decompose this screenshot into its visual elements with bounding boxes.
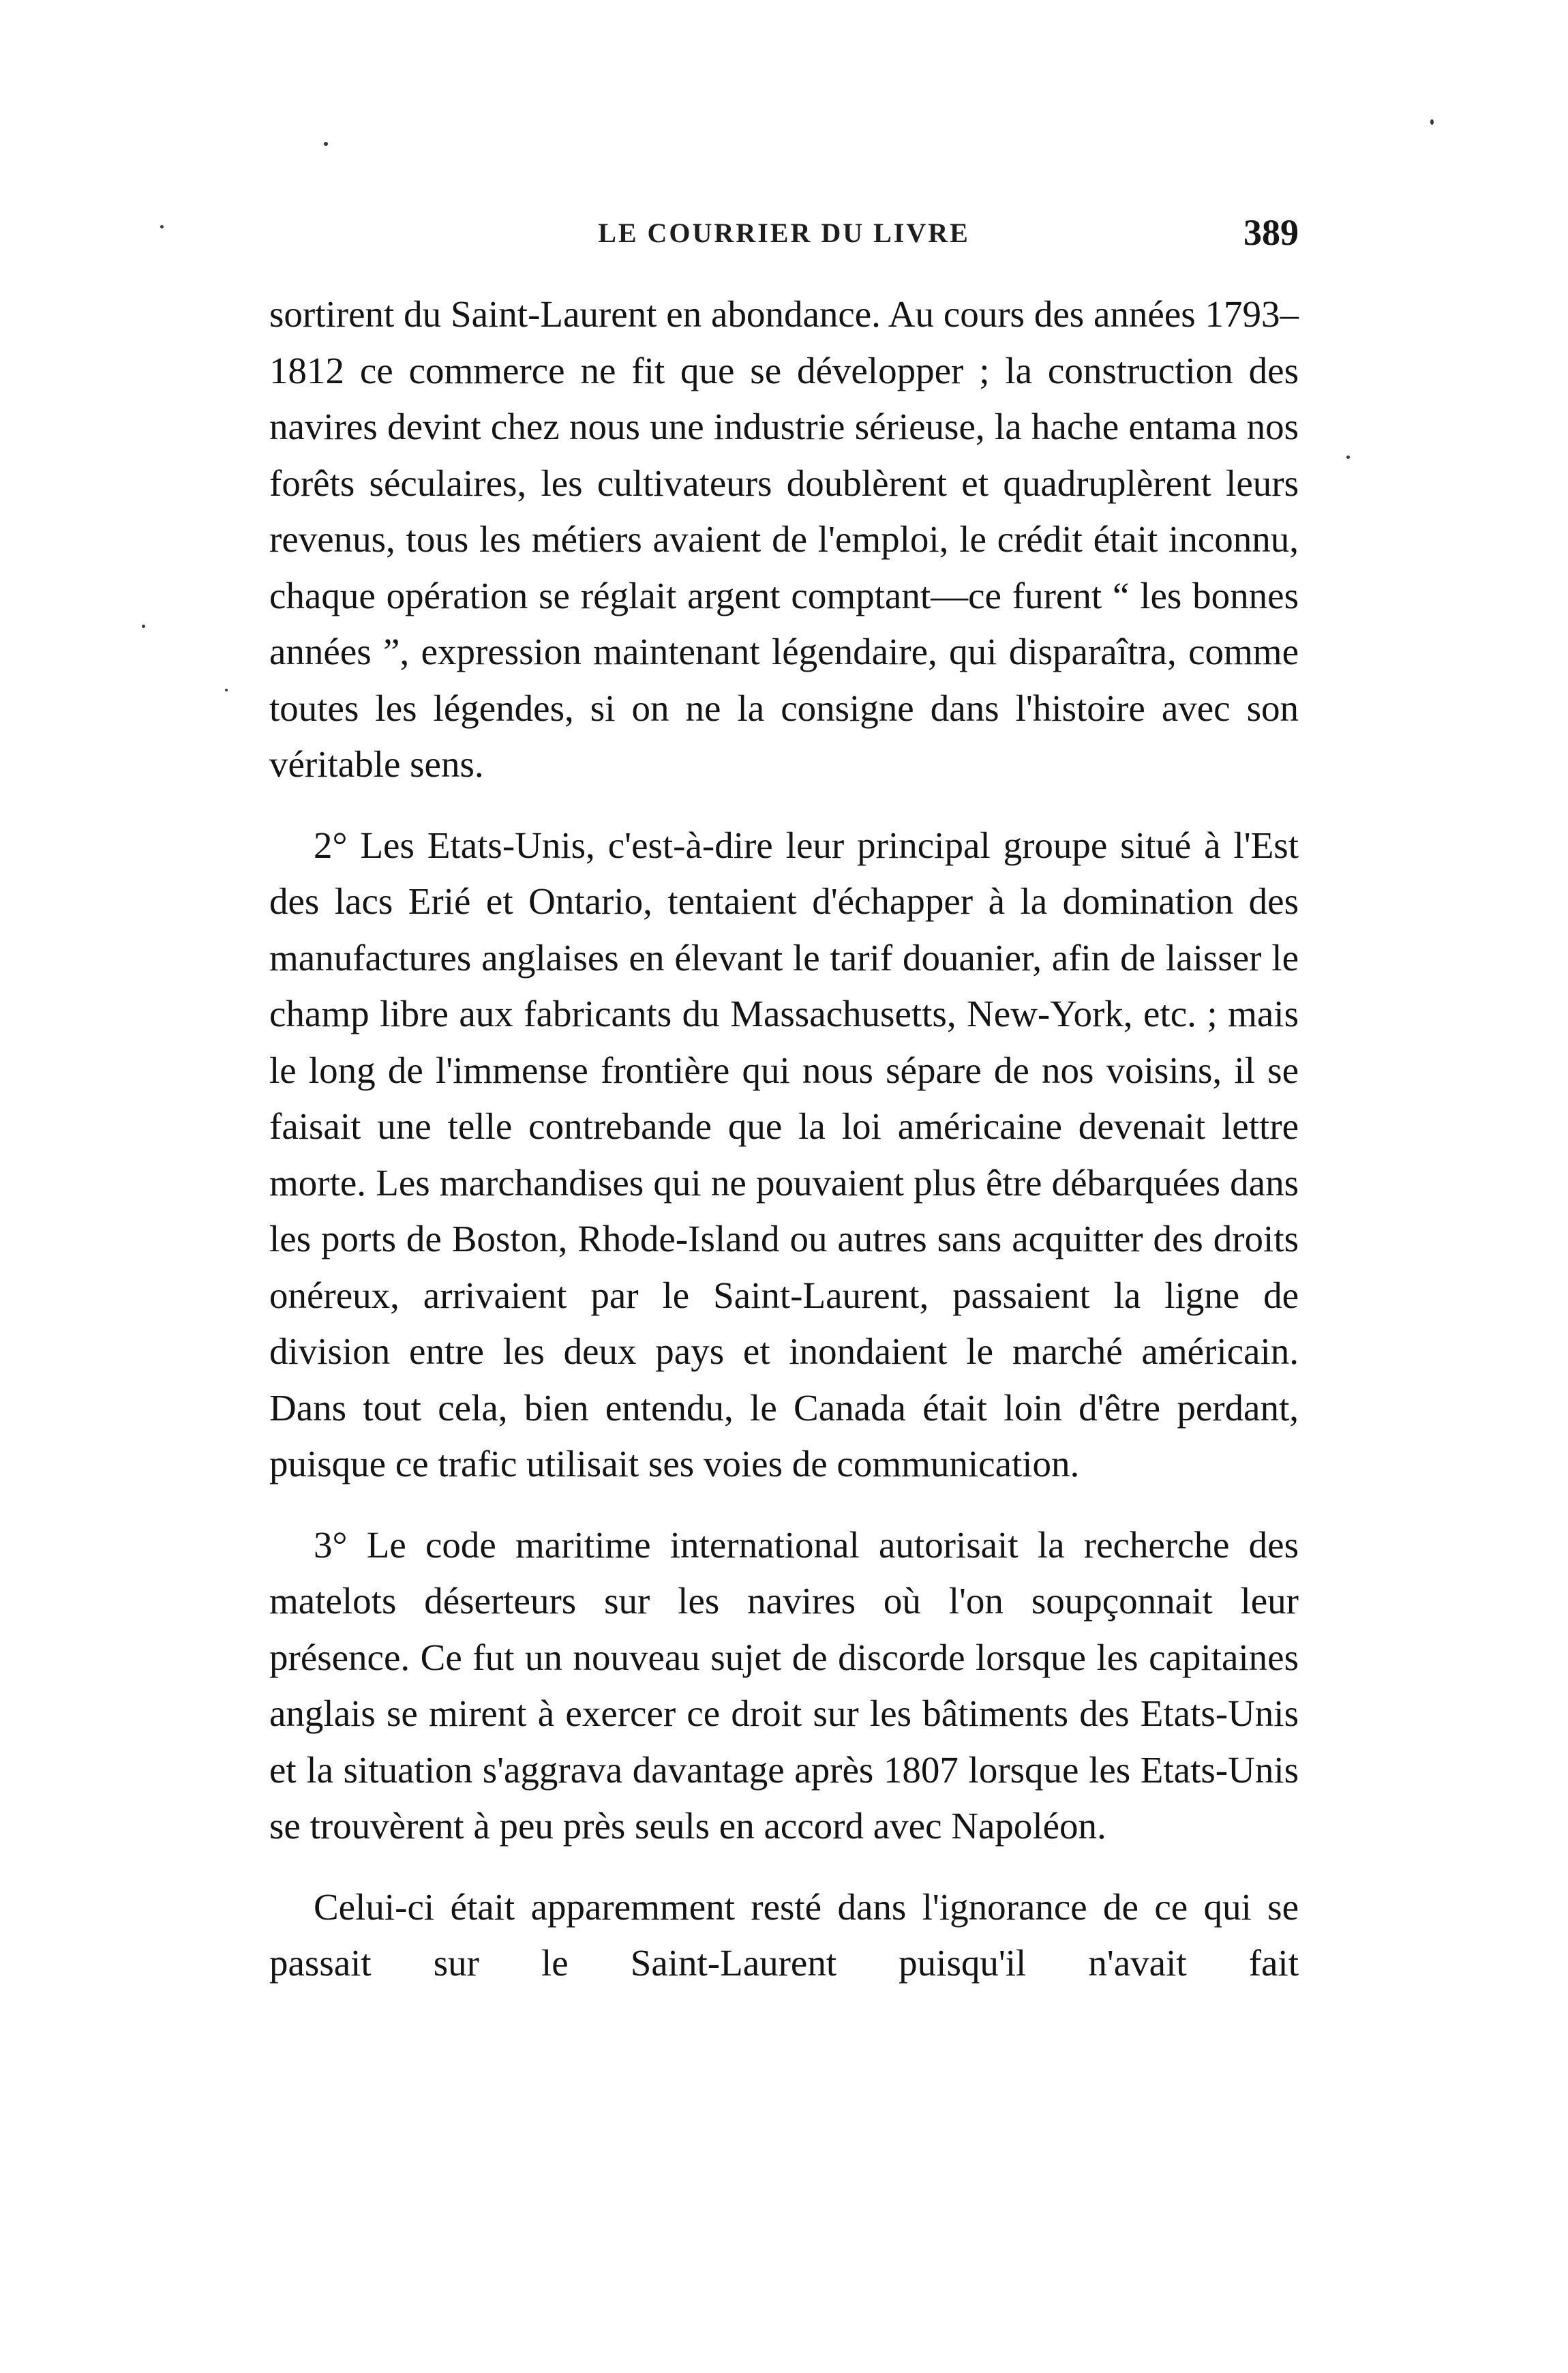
running-head	[269, 212, 1299, 265]
paragraph-1: sortirent du Saint-Laurent en abondance. Au cours des années 1793–1812 ce commerce ne fit que se développer ; la construction des navires devint chez nous une industrie sérieuse, la hache entama nos forêts séculaires, les cultivateurs doublèrent et quadruplèrent leurs revenus, tous les métiers avaient de l'emploi, le crédit était inconnu, chaque opération se réglait argent comptant—ce furent “ les bonnes années ”, expression maintenant légendaire, qui disparaîtra, comme toutes les légendes, si on ne la consigne dans l'histoire avec son véritable sens.	[269, 293, 1299, 785]
paragraph-gap	[269, 1493, 1299, 1517]
scan-speck	[1346, 456, 1350, 459]
paragraph-gap	[269, 793, 1299, 818]
scan-speck	[324, 142, 328, 146]
body-text	[269, 286, 1299, 1992]
scan-speck	[1430, 119, 1434, 125]
page-number: 389	[1243, 212, 1299, 253]
paragraph-2: 2° Les Etats-Unis, c'est-à-dire leur principal groupe situé à l'Est des lacs Erié et Ontario, tentaient d'échapper à la domination des manufactures anglaises en élevant le tarif douanier, afin de laisser le champ libre aux fabricants du Massachusetts, New-York, etc. ; mais le long de l'immense frontière qui nous sépare de nos voisins, il se faisait une telle contrebande que la loi américaine devenait lettre morte. Les marchandises qui ne pouvaient plus être débarquées dans les ports de Boston, Rhode-Island ou autres sans acquitter des droits onéreux, arrivaient par le Saint-Laurent, passaient la ligne de division entre les deux pays et inondaient le marché américain. Dans tout cela, bien entendu, le Canada était loin d'être perdant, puisque ce trafic utilisait ses voies de communication.	[269, 824, 1299, 1484]
scan-speck	[225, 689, 228, 691]
scan-speck	[142, 625, 145, 628]
paragraph-gap	[269, 1855, 1299, 1879]
scan-speck	[160, 225, 164, 228]
paragraph-3: 3° Le code maritime international autorisait la recherche des matelots déserteurs sur les navires où l'on soupçonnait leur présence. Ce fut un nouveau sujet de discorde lorsque les capitaines anglais se mirent à exercer ce droit sur les bâtiments des Etats-Unis et la situation s'aggrava davantage après 1807 lorsque les Etats-Unis se trouvèrent à peu près seuls en accord avec Napoléon.	[269, 1523, 1299, 1847]
running-title: LE COURRIER DU LIVRE	[598, 218, 970, 248]
paragraph-4: Celui-ci était apparemment resté dans l'ignorance de ce qui se passait sur le Saint-Laurent puisqu'il n'avait fait	[269, 1885, 1299, 1984]
